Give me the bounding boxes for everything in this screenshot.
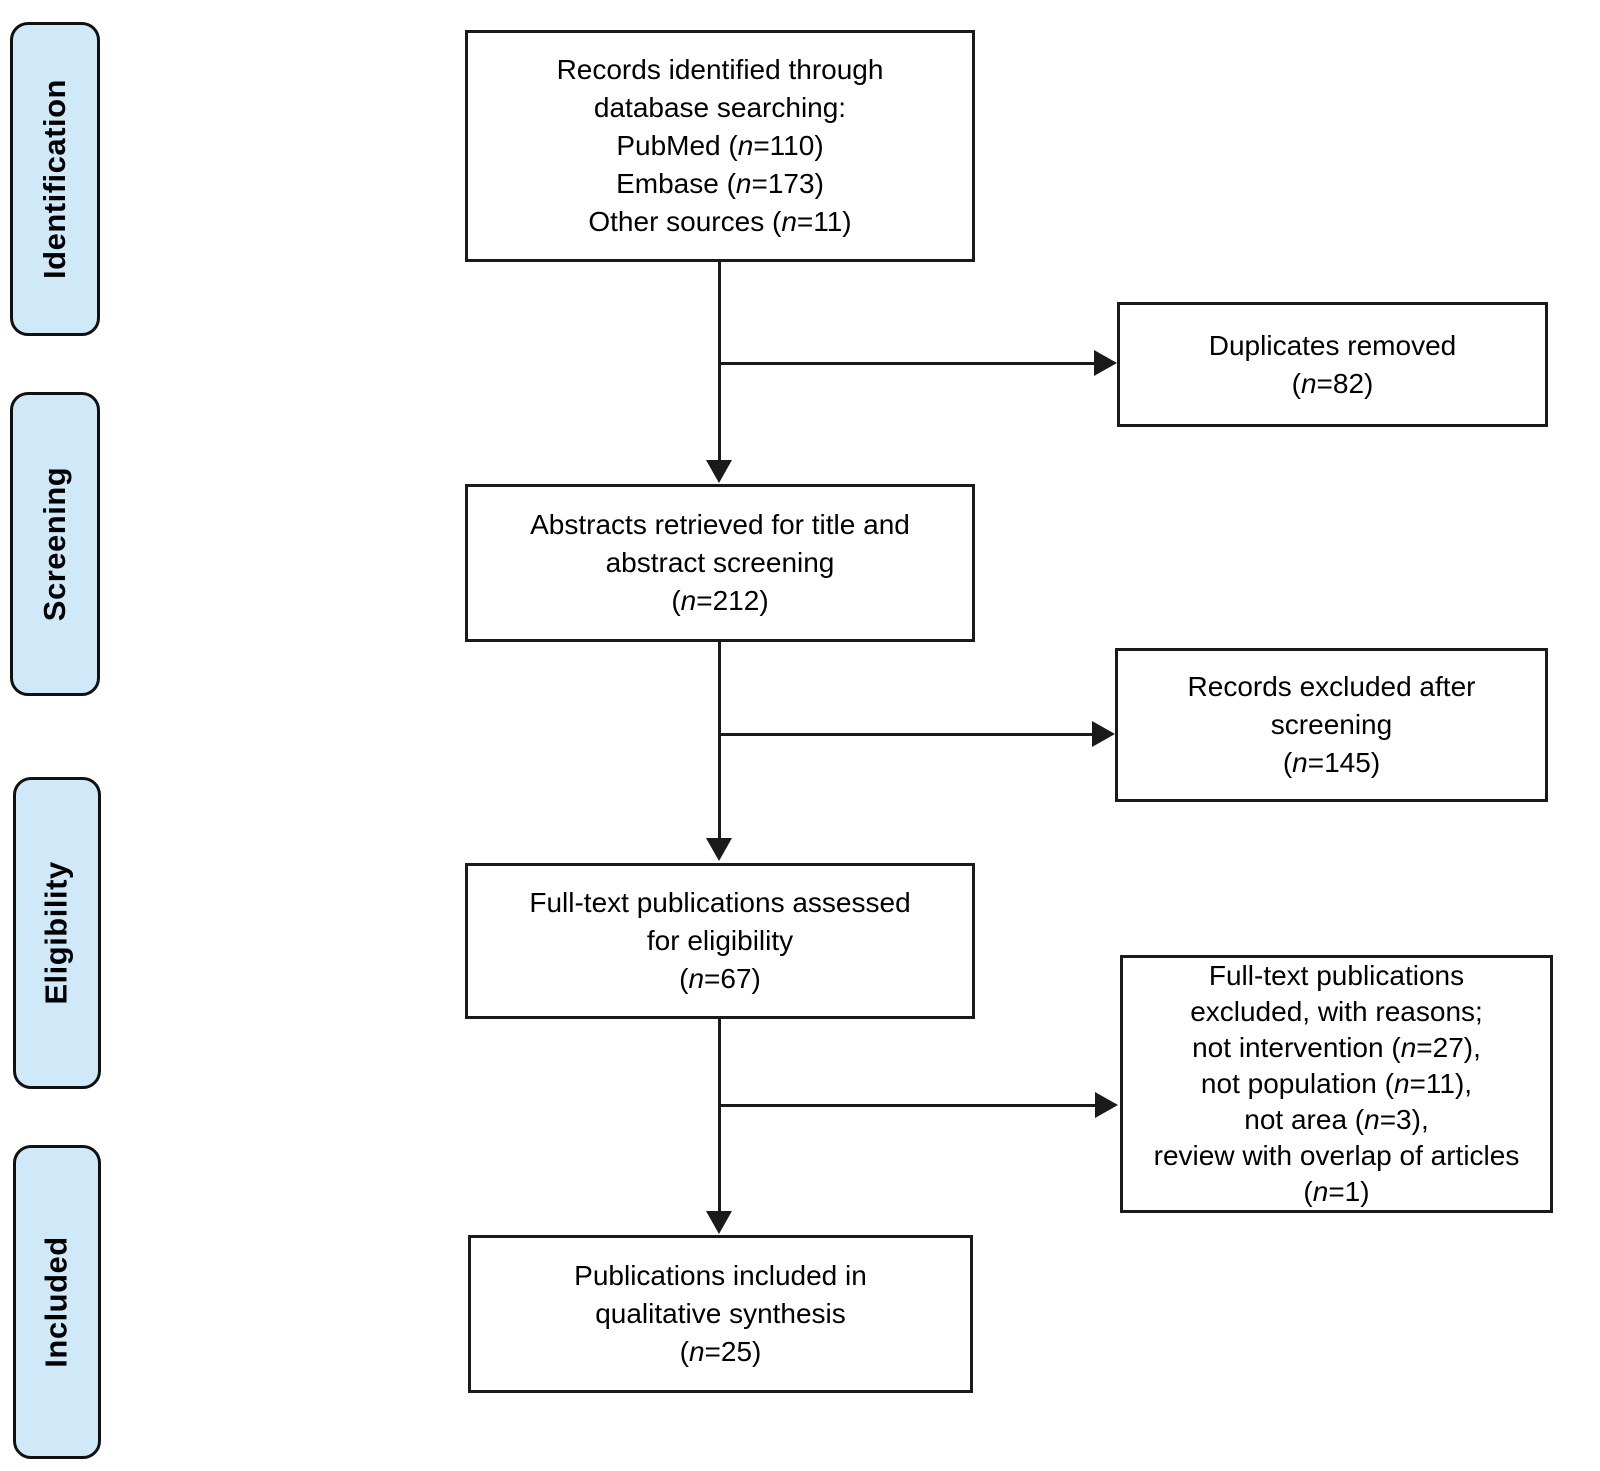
stage-included [13, 1145, 101, 1459]
box-publications-included [468, 1235, 973, 1393]
fulltext-excluded-review-overlap: review with overlap of articles [1153, 1140, 1520, 1171]
box-fulltext-assessed [465, 863, 975, 1019]
records-identified-line: database searching: [593, 92, 847, 123]
box-abstracts-retrieved [465, 484, 975, 642]
box-records-identified [465, 30, 975, 262]
fulltext-assessed-line: for eligibility [646, 925, 794, 956]
connector-branch-records-excluded [718, 733, 1096, 736]
fulltext-excluded-not-intervention: not intervention (n=27), [1192, 1032, 1481, 1063]
connector-identification-to-screening [718, 262, 721, 460]
stage-identification-label: Identification [37, 79, 73, 279]
stage-identification [10, 22, 100, 336]
stage-eligibility [13, 777, 101, 1089]
records-excluded-line: screening [1270, 709, 1393, 740]
box-records-excluded [1115, 648, 1548, 802]
connector-eligibility-to-included [718, 1019, 721, 1211]
fulltext-excluded-not-area: not area (n=3), [1244, 1104, 1429, 1135]
publications-included-line: qualitative synthesis [595, 1298, 846, 1329]
abstracts-retrieved-line: Abstracts retrieved for title and [530, 509, 910, 540]
stage-screening-label: Screening [37, 466, 73, 622]
records-excluded-count: (n=145) [1282, 747, 1381, 778]
arrowhead-right-to-fulltext-excluded [1095, 1092, 1118, 1118]
fulltext-assessed-line: Full-text publications assessed [529, 887, 911, 918]
stage-eligibility-label: Eligibility [39, 861, 75, 1005]
duplicates-removed-line: Duplicates removed [1208, 329, 1457, 361]
connector-branch-fulltext-excluded [718, 1104, 1097, 1107]
stage-screening [10, 392, 100, 696]
connector-branch-duplicates [718, 362, 1098, 365]
records-identified-other-count: Other sources (n=11) [588, 206, 852, 237]
arrowhead-down-to-fulltext [706, 838, 732, 861]
fulltext-excluded-line: excluded, with reasons; [1190, 996, 1483, 1027]
stage-included-label: Included [39, 1236, 75, 1368]
box-fulltext-excluded [1120, 955, 1553, 1213]
records-excluded-line: Records excluded after [1187, 671, 1476, 702]
fulltext-excluded-count: (n=1) [1303, 1176, 1370, 1207]
box-duplicates-removed [1117, 302, 1548, 427]
abstracts-retrieved-count: (n=212) [671, 585, 769, 616]
records-identified-pubmed-count: PubMed (n=110) [616, 130, 824, 161]
arrowhead-right-to-records-excluded [1092, 721, 1115, 747]
records-identified-embase-count: Embase (n=173) [616, 168, 824, 199]
fulltext-excluded-not-population: not population (n=11), [1200, 1068, 1473, 1099]
abstracts-retrieved-line: abstract screening [605, 547, 835, 578]
connector-screening-to-eligibility [718, 642, 721, 838]
records-identified-line: Records identified through [556, 54, 884, 85]
arrowhead-down-to-publications [706, 1211, 732, 1234]
publications-included-count: (n=25) [679, 1336, 762, 1367]
arrowhead-right-to-duplicates [1094, 350, 1117, 376]
publications-included-line: Publications included in [574, 1260, 867, 1291]
duplicates-removed-count: (n=82) [1291, 367, 1374, 399]
fulltext-excluded-line: Full-text publications [1208, 960, 1465, 991]
fulltext-assessed-count: (n=67) [679, 963, 761, 994]
arrowhead-down-to-abstracts [706, 460, 732, 483]
